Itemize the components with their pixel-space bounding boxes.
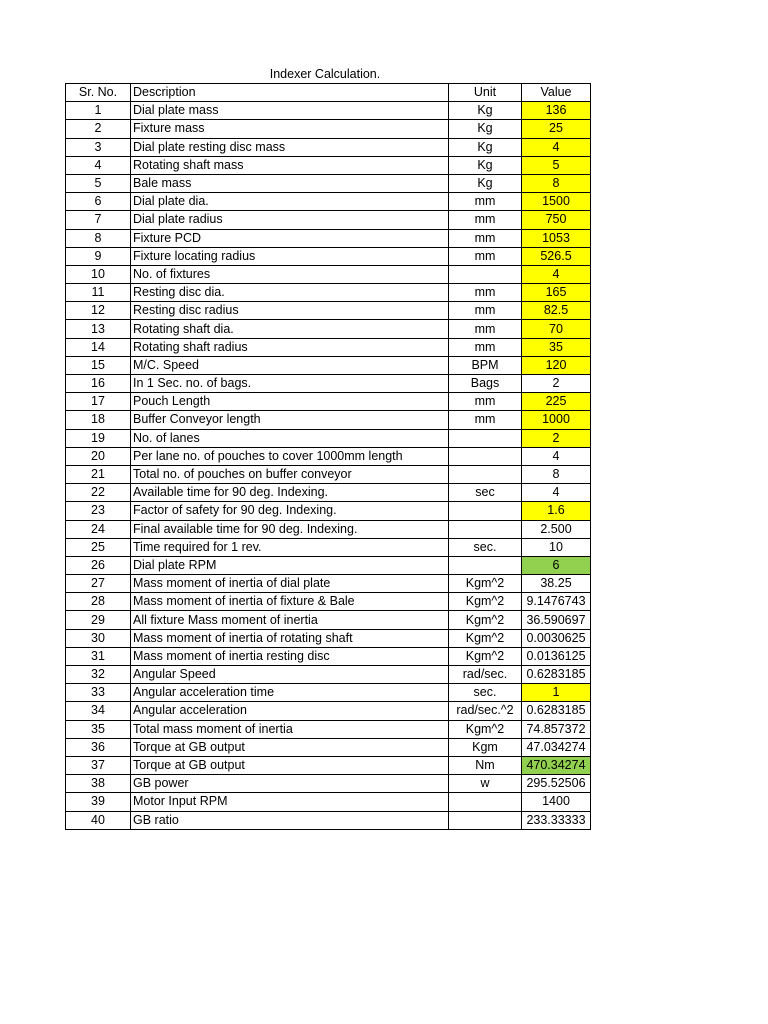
sr-no-cell[interactable]: 30 bbox=[66, 629, 131, 647]
value-cell[interactable]: 0.0030625 bbox=[522, 629, 591, 647]
value-cell[interactable]: 0.6283185 bbox=[522, 702, 591, 720]
sr-no-cell[interactable]: 15 bbox=[66, 356, 131, 374]
table-row bbox=[66, 120, 591, 138]
description-cell[interactable]: No. of lanes bbox=[131, 429, 449, 447]
sr-no-cell[interactable]: 2 bbox=[66, 120, 131, 138]
description-cell[interactable]: All fixture Mass moment of inertia bbox=[131, 611, 449, 629]
unit-cell[interactable]: sec. bbox=[449, 538, 522, 556]
sr-no-cell[interactable]: 17 bbox=[66, 393, 131, 411]
table-row bbox=[66, 720, 591, 738]
sr-no-cell[interactable]: 8 bbox=[66, 229, 131, 247]
description-cell[interactable]: Angular acceleration bbox=[131, 702, 449, 720]
value-cell[interactable]: 10 bbox=[522, 538, 591, 556]
description-cell[interactable]: Angular Speed bbox=[131, 666, 449, 684]
sr-no-cell[interactable]: 7 bbox=[66, 211, 131, 229]
description-cell[interactable]: Total mass moment of inertia bbox=[131, 720, 449, 738]
value-cell[interactable]: 1000 bbox=[522, 411, 591, 429]
sr-no-cell[interactable]: 4 bbox=[66, 156, 131, 174]
sr-no-cell[interactable]: 10 bbox=[66, 265, 131, 283]
table-row bbox=[66, 393, 591, 411]
table-row bbox=[66, 738, 591, 756]
value-cell[interactable]: 38.25 bbox=[522, 575, 591, 593]
table-row bbox=[66, 247, 591, 265]
value-cell[interactable]: 1500 bbox=[522, 193, 591, 211]
unit-cell[interactable]: BPM bbox=[449, 356, 522, 374]
table-row bbox=[66, 156, 591, 174]
sr-no-cell[interactable]: 24 bbox=[66, 520, 131, 538]
description-cell[interactable]: Mass moment of inertia of rotating shaft bbox=[131, 629, 449, 647]
sheet-title: Indexer Calculation. bbox=[269, 67, 381, 81]
unit-cell[interactable]: Kgm^2 bbox=[449, 611, 522, 629]
value-cell[interactable]: 0.6283185 bbox=[522, 666, 591, 684]
unit-cell[interactable]: mm bbox=[449, 393, 522, 411]
description-cell[interactable]: No. of fixtures bbox=[131, 265, 449, 283]
value-cell[interactable]: 25 bbox=[522, 120, 591, 138]
value-cell[interactable]: 4 bbox=[522, 484, 591, 502]
sr-no-cell[interactable]: 26 bbox=[66, 556, 131, 574]
table-row bbox=[66, 538, 591, 556]
value-cell[interactable]: 1053 bbox=[522, 229, 591, 247]
description-cell[interactable]: Pouch Length bbox=[131, 393, 449, 411]
table-row bbox=[66, 284, 591, 302]
value-cell[interactable]: 35 bbox=[522, 338, 591, 356]
description-cell[interactable]: GB ratio bbox=[131, 811, 449, 829]
sr-no-cell[interactable]: 29 bbox=[66, 611, 131, 629]
sr-no-cell[interactable]: 20 bbox=[66, 447, 131, 465]
unit-cell[interactable]: mm bbox=[449, 229, 522, 247]
sr-no-cell[interactable]: 16 bbox=[66, 375, 131, 393]
table-row bbox=[66, 502, 591, 520]
table-row bbox=[66, 356, 591, 374]
value-cell[interactable]: 4 bbox=[522, 265, 591, 283]
unit-cell[interactable]: Kgm^2 bbox=[449, 647, 522, 665]
description-cell[interactable]: Rotating shaft radius bbox=[131, 338, 449, 356]
table-row bbox=[66, 684, 591, 702]
table-row bbox=[66, 811, 591, 829]
sr-no-cell[interactable]: 6 bbox=[66, 193, 131, 211]
unit-cell[interactable]: mm bbox=[449, 320, 522, 338]
value-cell[interactable]: 295.52506 bbox=[522, 775, 591, 793]
value-cell[interactable]: 8 bbox=[522, 465, 591, 483]
value-cell[interactable]: 1 bbox=[522, 684, 591, 702]
description-cell[interactable]: Dial plate radius bbox=[131, 211, 449, 229]
calculation-table bbox=[65, 83, 591, 830]
unit-cell[interactable]: Kg bbox=[449, 138, 522, 156]
unit-cell[interactable]: Kg bbox=[449, 156, 522, 174]
description-cell[interactable]: Fixture mass bbox=[131, 120, 449, 138]
table-row bbox=[66, 265, 591, 283]
table-row bbox=[66, 465, 591, 483]
description-cell[interactable]: Bale mass bbox=[131, 174, 449, 192]
table-row bbox=[66, 575, 591, 593]
table-row bbox=[66, 102, 591, 120]
value-cell[interactable]: 1400 bbox=[522, 793, 591, 811]
sr-no-cell[interactable]: 33 bbox=[66, 684, 131, 702]
unit-cell[interactable]: Kgm bbox=[449, 738, 522, 756]
sr-no-cell[interactable]: 32 bbox=[66, 666, 131, 684]
table-body bbox=[66, 102, 591, 830]
unit-cell[interactable] bbox=[449, 520, 522, 538]
description-cell[interactable]: Torque at GB output bbox=[131, 756, 449, 774]
unit-cell[interactable] bbox=[449, 556, 522, 574]
sr-no-cell[interactable]: 12 bbox=[66, 302, 131, 320]
value-cell[interactable]: 2 bbox=[522, 375, 591, 393]
table-row bbox=[66, 193, 591, 211]
unit-cell[interactable]: Kg bbox=[449, 120, 522, 138]
description-cell[interactable]: Final available time for 90 deg. Indexing. bbox=[131, 520, 449, 538]
table-row bbox=[66, 375, 591, 393]
sr-no-cell[interactable]: 11 bbox=[66, 284, 131, 302]
header-unit[interactable]: Unit bbox=[449, 84, 522, 102]
description-cell[interactable]: Available time for 90 deg. Indexing. bbox=[131, 484, 449, 502]
unit-cell[interactable]: rad/sec.^2 bbox=[449, 702, 522, 720]
value-cell[interactable]: 165 bbox=[522, 284, 591, 302]
table-row bbox=[66, 647, 591, 665]
value-cell[interactable]: 0.0136125 bbox=[522, 647, 591, 665]
sr-no-cell[interactable]: 1 bbox=[66, 102, 131, 120]
header-value[interactable]: Value bbox=[522, 84, 591, 102]
unit-cell[interactable]: Kg bbox=[449, 174, 522, 192]
sr-no-cell[interactable]: 40 bbox=[66, 811, 131, 829]
table-row bbox=[66, 666, 591, 684]
value-cell[interactable]: 8 bbox=[522, 174, 591, 192]
sr-no-cell[interactable]: 23 bbox=[66, 502, 131, 520]
sr-no-cell[interactable]: 21 bbox=[66, 465, 131, 483]
table-row bbox=[66, 629, 591, 647]
unit-cell[interactable]: w bbox=[449, 775, 522, 793]
table-row bbox=[66, 611, 591, 629]
table-row bbox=[66, 211, 591, 229]
value-cell[interactable]: 70 bbox=[522, 320, 591, 338]
sr-no-cell[interactable]: 28 bbox=[66, 593, 131, 611]
description-cell[interactable]: Rotating shaft dia. bbox=[131, 320, 449, 338]
description-cell[interactable]: Total no. of pouches on buffer conveyor bbox=[131, 465, 449, 483]
table-row bbox=[66, 320, 591, 338]
table-row bbox=[66, 338, 591, 356]
unit-cell[interactable] bbox=[449, 502, 522, 520]
description-cell[interactable]: Mass moment of inertia of fixture & Bale bbox=[131, 593, 449, 611]
description-cell[interactable]: Time required for 1 rev. bbox=[131, 538, 449, 556]
unit-cell[interactable]: sec. bbox=[449, 684, 522, 702]
description-cell[interactable]: M/C. Speed bbox=[131, 356, 449, 374]
unit-cell[interactable]: mm bbox=[449, 338, 522, 356]
sr-no-cell[interactable]: 38 bbox=[66, 775, 131, 793]
unit-cell[interactable]: mm bbox=[449, 193, 522, 211]
table-row bbox=[66, 484, 591, 502]
header-sr-no[interactable]: Sr. No. bbox=[66, 84, 131, 102]
value-cell[interactable]: 225 bbox=[522, 393, 591, 411]
table-row bbox=[66, 756, 591, 774]
table-row bbox=[66, 411, 591, 429]
description-cell[interactable]: GB power bbox=[131, 775, 449, 793]
sr-no-cell[interactable]: 34 bbox=[66, 702, 131, 720]
value-cell[interactable]: 82.5 bbox=[522, 302, 591, 320]
description-cell[interactable]: Resting disc radius bbox=[131, 302, 449, 320]
description-cell[interactable]: Fixture PCD bbox=[131, 229, 449, 247]
unit-cell[interactable]: mm bbox=[449, 284, 522, 302]
header-description[interactable]: Description bbox=[131, 84, 449, 102]
description-cell[interactable]: Per lane no. of pouches to cover 1000mm length bbox=[131, 447, 449, 465]
table-row bbox=[66, 138, 591, 156]
value-cell[interactable]: 750 bbox=[522, 211, 591, 229]
sr-no-cell[interactable]: 9 bbox=[66, 247, 131, 265]
value-cell[interactable]: 47.034274 bbox=[522, 738, 591, 756]
unit-cell[interactable]: Kgm^2 bbox=[449, 629, 522, 647]
table-row bbox=[66, 229, 591, 247]
table-row bbox=[66, 793, 591, 811]
unit-cell[interactable]: rad/sec. bbox=[449, 666, 522, 684]
description-cell[interactable]: Torque at GB output bbox=[131, 738, 449, 756]
sr-no-cell[interactable]: 18 bbox=[66, 411, 131, 429]
description-cell[interactable]: Mass moment of inertia of dial plate bbox=[131, 575, 449, 593]
description-cell[interactable]: Dial plate dia. bbox=[131, 193, 449, 211]
sr-no-cell[interactable]: 3 bbox=[66, 138, 131, 156]
value-cell[interactable]: 2.500 bbox=[522, 520, 591, 538]
sr-no-cell[interactable]: 25 bbox=[66, 538, 131, 556]
unit-cell[interactable]: Kg bbox=[449, 102, 522, 120]
description-cell[interactable]: Dial plate resting disc mass bbox=[131, 138, 449, 156]
unit-cell[interactable]: Kgm^2 bbox=[449, 575, 522, 593]
table-row bbox=[66, 429, 591, 447]
description-cell[interactable]: Rotating shaft mass bbox=[131, 156, 449, 174]
description-cell[interactable]: Motor Input RPM bbox=[131, 793, 449, 811]
value-cell[interactable]: 74.857372 bbox=[522, 720, 591, 738]
description-cell[interactable]: Resting disc dia. bbox=[131, 284, 449, 302]
value-cell[interactable]: 4 bbox=[522, 447, 591, 465]
unit-cell[interactable] bbox=[449, 465, 522, 483]
value-cell[interactable]: 6 bbox=[522, 556, 591, 574]
description-cell[interactable]: In 1 Sec. no. of bags. bbox=[131, 375, 449, 393]
table-row bbox=[66, 520, 591, 538]
description-cell[interactable]: Fixture locating radius bbox=[131, 247, 449, 265]
sr-no-cell[interactable]: 27 bbox=[66, 575, 131, 593]
sr-no-cell[interactable]: 37 bbox=[66, 756, 131, 774]
value-cell[interactable]: 5 bbox=[522, 156, 591, 174]
table-row bbox=[66, 302, 591, 320]
sr-no-cell[interactable]: 39 bbox=[66, 793, 131, 811]
description-cell[interactable]: Angular acceleration time bbox=[131, 684, 449, 702]
unit-cell[interactable] bbox=[449, 447, 522, 465]
header-row bbox=[66, 84, 591, 102]
description-cell[interactable]: Factor of safety for 90 deg. Indexing. bbox=[131, 502, 449, 520]
table-row bbox=[66, 447, 591, 465]
description-cell[interactable]: Buffer Conveyor length bbox=[131, 411, 449, 429]
unit-cell[interactable] bbox=[449, 811, 522, 829]
unit-cell[interactable] bbox=[449, 793, 522, 811]
description-cell[interactable]: Mass moment of inertia resting disc bbox=[131, 647, 449, 665]
sr-no-cell[interactable]: 35 bbox=[66, 720, 131, 738]
unit-cell[interactable]: Bags bbox=[449, 375, 522, 393]
table-row bbox=[66, 556, 591, 574]
unit-cell[interactable]: mm bbox=[449, 302, 522, 320]
value-cell[interactable]: 9.1476743 bbox=[522, 593, 591, 611]
unit-cell[interactable]: mm bbox=[449, 247, 522, 265]
description-cell[interactable]: Dial plate mass bbox=[131, 102, 449, 120]
unit-cell[interactable]: Nm bbox=[449, 756, 522, 774]
value-cell[interactable]: 233.33333 bbox=[522, 811, 591, 829]
unit-cell[interactable]: mm bbox=[449, 411, 522, 429]
value-cell[interactable]: 470.34274 bbox=[522, 756, 591, 774]
value-cell[interactable]: 526.5 bbox=[522, 247, 591, 265]
description-cell[interactable]: Dial plate RPM bbox=[131, 556, 449, 574]
sr-no-cell[interactable]: 36 bbox=[66, 738, 131, 756]
unit-cell[interactable]: Kgm^2 bbox=[449, 593, 522, 611]
unit-cell[interactable] bbox=[449, 265, 522, 283]
value-cell[interactable]: 36.590697 bbox=[522, 611, 591, 629]
value-cell[interactable]: 4 bbox=[522, 138, 591, 156]
unit-cell[interactable] bbox=[449, 429, 522, 447]
table-row bbox=[66, 593, 591, 611]
table-row bbox=[66, 702, 591, 720]
value-cell[interactable]: 136 bbox=[522, 102, 591, 120]
sr-no-cell[interactable]: 19 bbox=[66, 429, 131, 447]
sr-no-cell[interactable]: 31 bbox=[66, 647, 131, 665]
value-cell[interactable]: 120 bbox=[522, 356, 591, 374]
table-row bbox=[66, 775, 591, 793]
unit-cell[interactable]: mm bbox=[449, 211, 522, 229]
sr-no-cell[interactable]: 14 bbox=[66, 338, 131, 356]
value-cell[interactable]: 2 bbox=[522, 429, 591, 447]
unit-cell[interactable]: sec bbox=[449, 484, 522, 502]
unit-cell[interactable]: Kgm^2 bbox=[449, 720, 522, 738]
sr-no-cell[interactable]: 13 bbox=[66, 320, 131, 338]
value-cell[interactable]: 1.6 bbox=[522, 502, 591, 520]
table-row bbox=[66, 174, 591, 192]
sr-no-cell[interactable]: 5 bbox=[66, 174, 131, 192]
sr-no-cell[interactable]: 22 bbox=[66, 484, 131, 502]
